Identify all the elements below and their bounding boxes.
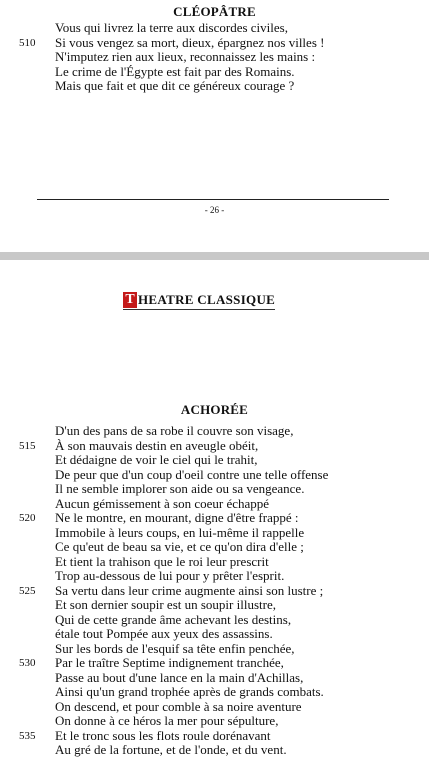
- verse-line: [0, 642, 429, 657]
- verse-line: [0, 584, 429, 599]
- verse-text: Si vous vengez sa mort, dieux, épargnez nos villes !: [55, 34, 325, 50]
- verse-text: À son mauvais destin en aveugle obéit,: [55, 437, 259, 453]
- verse-line: [0, 468, 429, 483]
- verse-line: [0, 685, 429, 700]
- verse-text: Et dédaigne de voir le ciel qui le trahit,: [55, 452, 258, 467]
- verse-number: 535: [19, 729, 36, 742]
- verse-block: [0, 21, 429, 94]
- verse-line: [0, 21, 429, 36]
- verse-line: [0, 729, 429, 744]
- verse-text: Aucun gémissement à son coeur échappé: [55, 495, 270, 511]
- verse-line: [0, 50, 429, 65]
- verse-line: [0, 656, 429, 671]
- verse-line: [0, 497, 429, 512]
- footer-rule: [37, 199, 389, 200]
- verse-number: 525: [19, 584, 36, 597]
- verse-text: Et le tronc sous les flots roule dorénavant: [55, 727, 271, 743]
- verse-block: [0, 424, 429, 758]
- verse-line: [0, 439, 429, 454]
- verse-line: [0, 511, 429, 526]
- verse-text: étale tout Pompée aux yeux des assassins.: [55, 626, 273, 641]
- document-page-27: [0, 260, 429, 757]
- verse-text: Sur les bords de l'esquif sa tête enfin penchée,: [55, 640, 295, 656]
- page-number: - 26 -: [204, 205, 225, 215]
- speaker-heading: CLÉOPÂTRE: [173, 4, 256, 19]
- logo-initial: T: [123, 292, 137, 308]
- verse-line: [0, 482, 429, 497]
- verse-line: [0, 36, 429, 51]
- verse-number: 515: [19, 439, 36, 452]
- verse-line: [0, 540, 429, 555]
- verse-line: [0, 526, 429, 541]
- verse-line: [0, 743, 429, 758]
- verse-text: Mais que fait et que dit ce généreux courage ?: [55, 78, 295, 93]
- verse-line: [0, 714, 429, 729]
- verse-text: On descend, et pour comble à sa noire aventure: [55, 698, 302, 714]
- verse-line: [0, 671, 429, 686]
- verse-line: [0, 453, 429, 468]
- page-separator: [0, 252, 429, 260]
- verse-text: N'imputez rien aux lieux, reconnaissez les mains :: [55, 49, 316, 64]
- verse-text: Immobile à leurs coups, en lui-même il rappelle: [55, 524, 305, 540]
- verse-text: Ainsi qu'un grand trophée après de grands combats.: [55, 684, 324, 699]
- verse-line: [0, 598, 429, 613]
- verse-text: Ne le montre, en mourant, digne d'être frappé :: [55, 510, 299, 525]
- verse-text: D'un des pans de sa robe il couvre son visage,: [55, 423, 294, 438]
- verse-line: [0, 700, 429, 715]
- verse-text: De peur que d'un coup d'oeil contre une telle offense: [55, 466, 329, 482]
- verse-number: 530: [19, 657, 36, 669]
- verse-text: Ce qu'eut de beau sa vie, et ce qu'on dira d'elle ;: [55, 539, 304, 554]
- verse-text: Par le traître Septime indignement tranchée,: [55, 655, 284, 670]
- verse-text: Trop au-dessous de lui pour y prêter l'esprit.: [55, 568, 285, 583]
- verse-text: Sa vertu dans leur crime augmente ainsi son lustre ;: [55, 582, 324, 598]
- logo-text: HEATRE CLASSIQUE: [138, 291, 276, 307]
- speaker-heading: ACHORÉE: [180, 402, 249, 417]
- document-page-26: [0, 0, 429, 252]
- verse-text: Qui de cette grande âme achevant les destins,: [55, 611, 292, 627]
- verse-number: 510: [19, 36, 36, 49]
- verse-line: [0, 79, 429, 94]
- verse-text: Et tient la trahison que le roi leur prescrit: [55, 553, 269, 569]
- verse-text: Et son dernier soupir est un soupir illustre,: [55, 597, 276, 612]
- verse-line: [0, 555, 429, 570]
- verse-text: Passe au bout d'une lance en la main d'Achillas,: [55, 669, 304, 685]
- verse-text: Vous qui livrez la terre aux discordes civiles,: [55, 20, 288, 35]
- verse-text: Au gré de la fortune, et de l'onde, et du vent.: [55, 742, 287, 757]
- verse-line: [0, 613, 429, 628]
- verse-number: 520: [19, 512, 36, 524]
- theatre-classique-logo: [123, 291, 275, 310]
- verse-text: Le crime de l'Égypte est fait par des Romains.: [55, 63, 295, 79]
- verse-line: [0, 569, 429, 584]
- verse-text: Il ne semble implorer son aide ou sa vengeance.: [55, 481, 305, 496]
- verse-line: [0, 65, 429, 80]
- verse-line: [0, 424, 429, 439]
- verse-text: On donne à ce héros la mer pour sépulture,: [55, 713, 279, 728]
- verse-line: [0, 627, 429, 642]
